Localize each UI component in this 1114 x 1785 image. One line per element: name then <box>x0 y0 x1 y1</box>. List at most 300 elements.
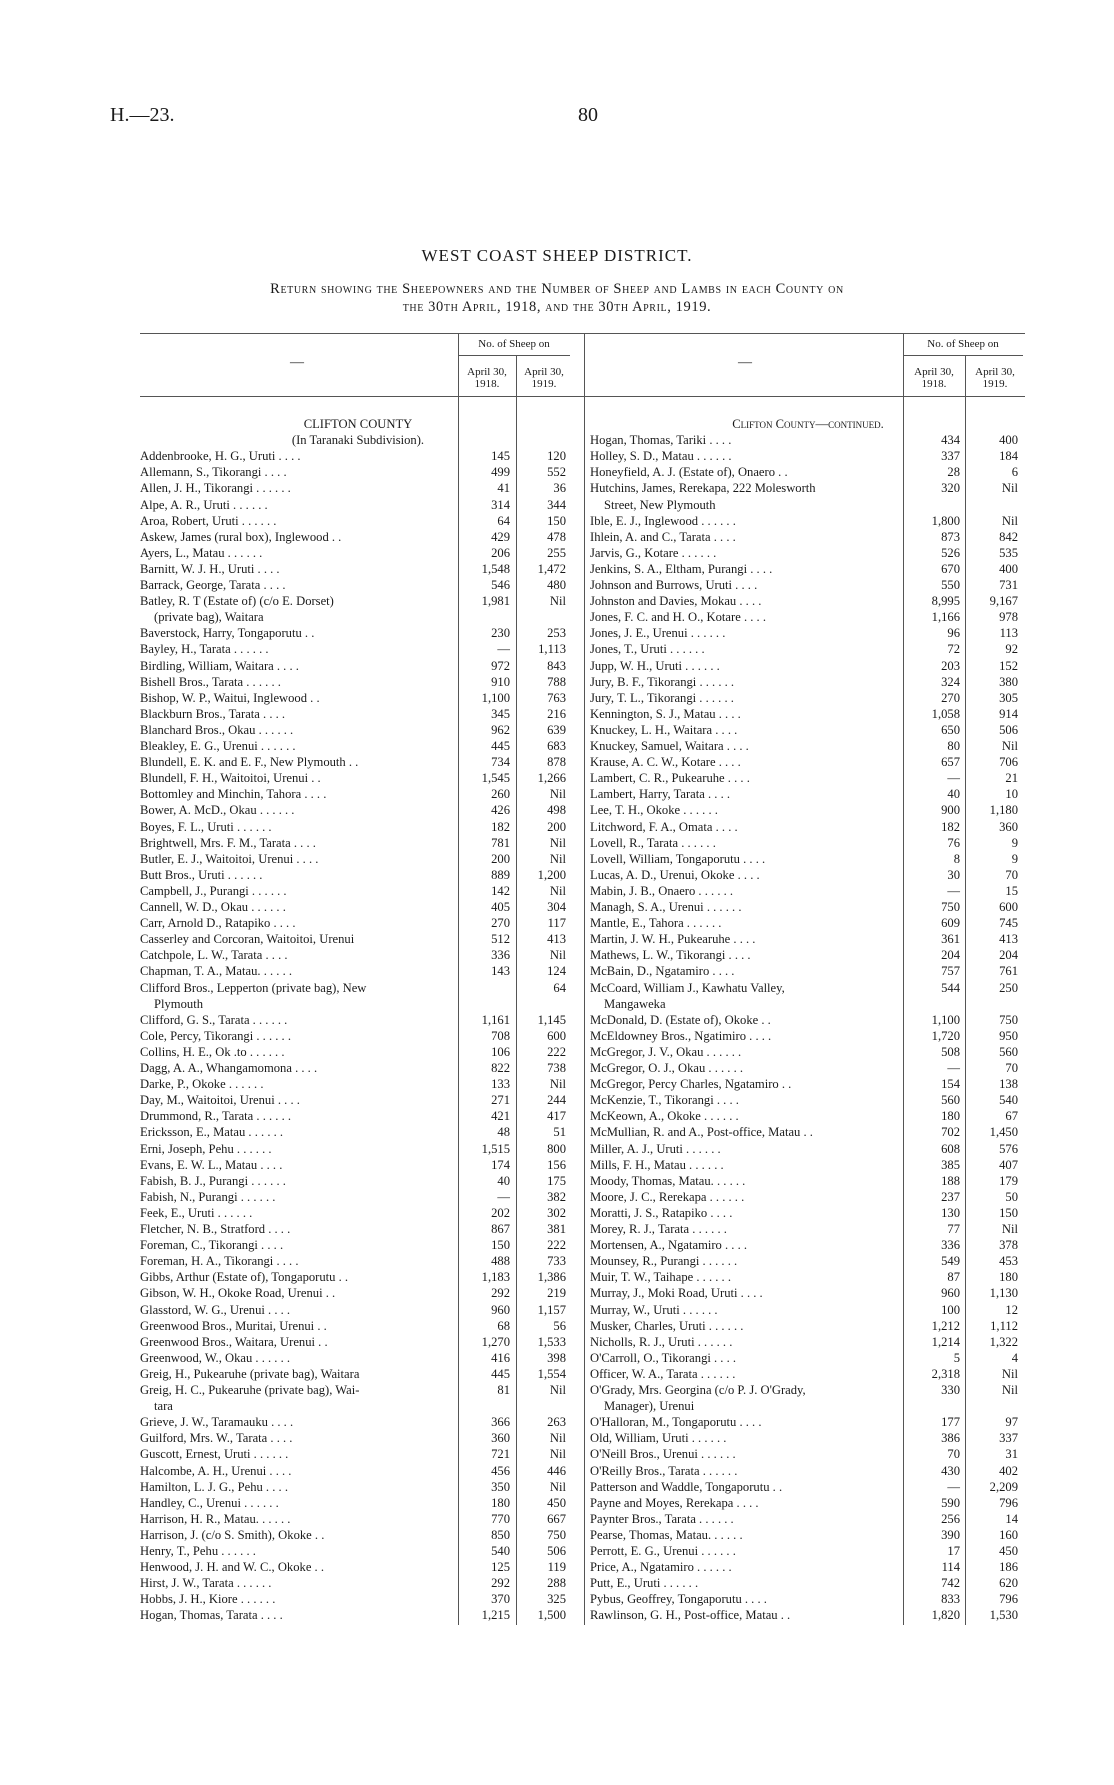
owner-name: McCoard, William J., Kawhatu Valley, <box>590 980 785 995</box>
table-row <box>140 1285 576 1301</box>
sheep-count-1918: 204 <box>941 948 960 963</box>
owner-name: Lambert, C. R., Pukearuhe . . . . <box>590 771 750 786</box>
sheep-count-1918: 77 <box>947 1222 960 1236</box>
sheep-count-1919: 344 <box>547 497 566 512</box>
table-row <box>590 1108 1026 1124</box>
table-row <box>140 1108 576 1124</box>
owner-name: O'Grady, Mrs. Georgina (c/o P. J. O'Grady, <box>590 1383 806 1397</box>
owner-name: Foreman, H. A., Tikorangi . . . . <box>140 1254 299 1269</box>
owner-name: (private bag), Waitara <box>154 610 264 625</box>
table-row <box>590 658 1026 674</box>
table-row <box>140 1189 576 1205</box>
table-row <box>590 738 1026 754</box>
owner-name: Greig, H., Pukearuhe (private bag), Waitara <box>140 1366 360 1381</box>
owner-name: Martin, J. W. H., Pukearuhe . . . . <box>590 932 756 947</box>
sheep-count-1919: 50 <box>1005 1189 1018 1204</box>
sheep-count-1918: 180 <box>941 1109 960 1124</box>
sheep-count-1918: 125 <box>491 1560 510 1575</box>
owner-name: Lucas, A. D., Urenui, Okoke . . . . <box>590 867 760 882</box>
table-row <box>140 497 576 513</box>
table-row <box>590 931 1026 947</box>
sheep-count-1919: 6 <box>1011 465 1018 480</box>
table-row <box>590 819 1026 835</box>
sheep-count-1918: 80 <box>947 739 960 753</box>
sheep-count-1919: 288 <box>547 1576 566 1591</box>
sheep-count-1918: 512 <box>491 932 510 947</box>
sheep-count-1918: 188 <box>941 1173 960 1188</box>
table-row <box>140 722 576 738</box>
owner-name: Henry, T., Pehu . . . . . . <box>140 1544 256 1558</box>
sheep-count-1919: 788 <box>547 674 566 689</box>
sheep-count-1919: 156 <box>547 1157 566 1172</box>
table-row <box>140 1028 576 1044</box>
owner-name: Guscott, Ernest, Uruti . . . . . . <box>140 1447 289 1462</box>
sheep-count-1918: 345 <box>491 706 510 721</box>
table-row <box>590 464 1026 480</box>
sheep-count-1919: 1,322 <box>989 1334 1018 1349</box>
sheep-count-1919: 150 <box>999 1205 1018 1220</box>
owner-name: Foreman, C., Tikorangi . . . . <box>140 1238 284 1253</box>
sheep-count-1918: — <box>497 1189 510 1204</box>
table-row <box>140 1076 576 1092</box>
sheep-count-1918: 174 <box>491 1157 510 1172</box>
sheep-count-1919: 413 <box>999 932 1018 947</box>
sheep-count-1919: 738 <box>547 1061 566 1075</box>
owner-name: Hutchins, James, Rerekapa, 222 Molesworth <box>590 481 816 496</box>
sheep-count-1919: 796 <box>999 1592 1018 1607</box>
table-row <box>140 641 576 657</box>
table-row <box>590 1221 1026 1237</box>
owner-name: Carr, Arnold D., Ratapiko . . . . <box>140 916 296 931</box>
sheep-count-1918: 508 <box>941 1044 960 1059</box>
sheep-count-1918: 337 <box>941 449 960 464</box>
sheep-count-1918: 416 <box>491 1350 510 1365</box>
table-row <box>140 1157 576 1173</box>
owner-name: Managh, S. A., Urenui . . . . . . <box>590 900 742 914</box>
owner-name: Jones, J. E., Urenui . . . . . . <box>590 626 726 641</box>
owner-name: Bishell Bros., Tarata . . . . . . <box>140 674 281 689</box>
table-row <box>140 448 576 464</box>
owner-name: Hogan, Thomas, Tarata . . . . <box>140 1608 283 1623</box>
sheep-count-1919: 250 <box>999 980 1018 995</box>
sheep-count-1918: 434 <box>941 433 960 448</box>
table-row <box>140 1334 576 1350</box>
table-top-rule <box>140 333 1025 334</box>
sheep-count-1919: Nil <box>1001 481 1018 496</box>
table-row <box>590 1607 1026 1623</box>
sheep-count-1919: 337 <box>999 1431 1018 1446</box>
right-name-header: — <box>738 355 752 370</box>
table-row <box>590 448 1026 464</box>
sheep-count-1919: Nil <box>1001 1383 1018 1397</box>
table-row <box>140 883 576 899</box>
sheep-count-1918: 76 <box>947 835 960 850</box>
sheep-count-1918: 867 <box>491 1222 510 1236</box>
owner-name: Mounsey, R., Purangi . . . . . . <box>590 1254 738 1269</box>
sheep-count-1919: Nil <box>549 787 566 802</box>
sheep-count-1918: 130 <box>941 1205 960 1220</box>
entry-continuation <box>140 1398 576 1414</box>
owner-name: Lovell, William, Tongaporutu . . . . <box>590 851 766 866</box>
table-row <box>590 1463 1026 1479</box>
sheep-count-1918: 650 <box>941 722 960 737</box>
sheep-count-1918: 770 <box>491 1511 510 1526</box>
owner-name: Fabish, B. J., Purangi . . . . . . <box>140 1173 286 1188</box>
owner-name: Brightwell, Mrs. F. M., Tarata . . . . <box>140 835 316 850</box>
table-row <box>140 899 576 915</box>
sheep-count-1919: 914 <box>999 706 1018 721</box>
table-row <box>140 851 576 867</box>
table-row <box>140 1495 576 1511</box>
sheep-count-1919: 506 <box>999 722 1018 737</box>
owner-name: Collins, H. E., Ok .to . . . . . . <box>140 1044 285 1059</box>
table-row <box>590 561 1026 577</box>
owner-name: Butt Bros., Uruti . . . . . . <box>140 867 263 882</box>
table-row <box>590 1060 1026 1076</box>
table-row <box>590 1285 1026 1301</box>
sheep-count-1918: 237 <box>941 1189 960 1204</box>
owner-name: McDonald, D. (Estate of), Okoke . . <box>590 1012 771 1027</box>
owner-name: Aroa, Robert, Uruti . . . . . . <box>140 513 277 528</box>
owner-name: Bower, A. McD., Okau . . . . . . <box>140 803 295 818</box>
sheep-count-1919: 222 <box>547 1238 566 1253</box>
table-row <box>590 722 1026 738</box>
sheep-count-1918: 900 <box>941 803 960 818</box>
table-row <box>590 835 1026 851</box>
table-row <box>590 1189 1026 1205</box>
sheep-count-1918: 426 <box>491 803 510 818</box>
owner-name: Moore, J. C., Rerekapa . . . . . . <box>590 1189 745 1204</box>
sheep-count-1919: 1,157 <box>537 1302 566 1317</box>
sheep-count-1918: 40 <box>947 787 960 802</box>
table-row <box>590 1575 1026 1591</box>
sheep-count-1919: 70 <box>1005 1061 1018 1075</box>
sheep-count-1918: 314 <box>491 497 510 512</box>
sheep-count-1918: 1,981 <box>481 594 510 609</box>
table-row <box>140 819 576 835</box>
subtitle-line-1: Return showing the Sheepowners and the Number of Sheep and Lambs in each County on <box>270 281 844 297</box>
sheep-count-1919: 1,533 <box>537 1334 566 1349</box>
left-group-header: No. of Sheep on <box>478 338 550 350</box>
right-col1-header: April 30, 1918. <box>914 366 954 390</box>
sheep-count-1919: 21 <box>1005 771 1018 786</box>
owner-name: Holley, S. D., Matau . . . . . . <box>590 449 732 464</box>
table-row <box>140 1269 576 1285</box>
sheep-count-1919: Nil <box>549 1479 566 1494</box>
table-row <box>590 432 1026 448</box>
owner-name: Gibson, W. H., Okoke Road, Urenui . . <box>140 1286 336 1301</box>
sheep-count-1919: 304 <box>547 900 566 914</box>
sheep-count-1918: 143 <box>491 964 510 979</box>
table-row <box>140 1575 576 1591</box>
sheep-count-1919: 842 <box>999 529 1018 544</box>
sheep-count-1918: — <box>947 883 960 898</box>
table-row <box>590 1479 1026 1495</box>
sheep-count-1918: 889 <box>491 867 510 882</box>
sheep-count-1919: 12 <box>1005 1302 1018 1317</box>
sheep-count-1918: 28 <box>947 465 960 480</box>
table-row <box>590 641 1026 657</box>
left-group-rule <box>458 355 570 356</box>
owner-name: Jury, T. L., Tikorangi . . . . . . <box>590 690 734 705</box>
sheep-count-1918: 742 <box>941 1576 960 1591</box>
table-row <box>590 690 1026 706</box>
sheep-count-1918: 154 <box>941 1077 960 1092</box>
table-header-rule <box>140 396 1025 397</box>
entry-continuation <box>140 609 576 625</box>
entry-continuation <box>140 996 576 1012</box>
table-row <box>590 674 1026 690</box>
owner-name: Moody, Thomas, Matau. . . . . . <box>590 1173 746 1188</box>
owner-name: Campbell, J., Purangi . . . . . . <box>140 883 287 898</box>
owner-name: Fletcher, N. B., Stratford . . . . <box>140 1222 291 1236</box>
owner-name: Day, M., Waitoitoi, Urenui . . . . <box>140 1093 300 1108</box>
table-row <box>590 1527 1026 1543</box>
section-heading <box>140 432 576 448</box>
owner-name: Clifford Bros., Lepperton (private bag), New <box>140 980 367 995</box>
table-row <box>140 1302 576 1318</box>
table-row <box>590 625 1026 641</box>
table-row <box>590 802 1026 818</box>
owner-name: Mortensen, A., Ngatamiro . . . . <box>590 1238 748 1253</box>
sheep-count-1919: 446 <box>547 1463 566 1478</box>
sheep-count-1918: — <box>947 1479 960 1494</box>
table-row <box>140 980 576 996</box>
sheep-count-1918: 430 <box>941 1463 960 1478</box>
table-row <box>590 851 1026 867</box>
sheep-count-1918: 445 <box>491 1366 510 1381</box>
sheep-count-1918: 292 <box>491 1576 510 1591</box>
table-row <box>140 1205 576 1221</box>
table-row <box>140 529 576 545</box>
owner-name: Addenbrooke, H. G., Uruti . . . . <box>140 449 301 464</box>
sheep-count-1919: 878 <box>547 755 566 770</box>
table-row <box>590 706 1026 722</box>
owner-name: Officer, W. A., Tarata . . . . . . <box>590 1366 736 1381</box>
sheep-count-1919: 216 <box>547 706 566 721</box>
table-row <box>140 577 576 593</box>
sheep-count-1919: 402 <box>999 1463 1018 1478</box>
sheep-count-1918: 350 <box>491 1479 510 1494</box>
sheep-count-1918: 1,166 <box>931 610 960 625</box>
sheep-count-1918: 833 <box>941 1592 960 1607</box>
sheep-count-1919: 253 <box>547 626 566 641</box>
table-row <box>590 899 1026 915</box>
sheep-count-1919: 255 <box>547 545 566 560</box>
sheep-count-1919: Nil <box>1001 513 1018 528</box>
table-row <box>590 1269 1026 1285</box>
owner-name: Morey, R. J., Tarata . . . . . . <box>590 1222 727 1236</box>
section-heading <box>140 416 576 432</box>
owner-name: Baverstock, Harry, Tongaporutu . . <box>140 626 315 641</box>
left-name-header: — <box>290 355 304 370</box>
table-row <box>590 1382 1026 1398</box>
sheep-count-1918: 320 <box>941 481 960 496</box>
table-row <box>590 915 1026 931</box>
owner-name: Darke, P., Okoke . . . . . . <box>140 1077 264 1092</box>
sheep-count-1919: 222 <box>547 1044 566 1059</box>
sheep-count-1919: 478 <box>547 529 566 544</box>
owner-name: Rawlinson, G. H., Post-office, Matau . . <box>590 1608 791 1623</box>
sheep-count-1919: 325 <box>547 1592 566 1607</box>
owner-name: Paynter Bros., Tarata . . . . . . <box>590 1511 734 1526</box>
sheep-count-1918: 72 <box>947 642 960 657</box>
table-row <box>140 1559 576 1575</box>
sheep-count-1918: 757 <box>941 964 960 979</box>
sheep-count-1918: 87 <box>947 1270 960 1285</box>
owner-name: McGregor, O. J., Okau . . . . . . <box>590 1061 744 1075</box>
owner-name: Manager), Urenui <box>604 1399 695 1414</box>
table-row <box>590 1559 1026 1575</box>
right-col2-header: April 30, 1919. <box>975 366 1015 390</box>
sheep-count-1919: Nil <box>549 594 566 609</box>
owner-name: Mantle, E., Tahora . . . . . . <box>590 916 722 931</box>
table-row <box>140 1430 576 1446</box>
sheep-count-1919: 763 <box>547 690 566 705</box>
sheep-count-1918: 1,270 <box>481 1334 510 1349</box>
table-row <box>590 1318 1026 1334</box>
sheep-count-1919: 67 <box>1005 1109 1018 1124</box>
table-row <box>140 1543 576 1559</box>
owner-name: Pearse, Thomas, Matau. . . . . . <box>590 1527 743 1542</box>
sheep-count-1919: 498 <box>547 803 566 818</box>
sheep-count-1918: 96 <box>947 626 960 641</box>
owner-name: Hamilton, L. J. G., Pehu . . . . <box>140 1479 288 1494</box>
sheep-count-1918: 385 <box>941 1157 960 1172</box>
sheep-count-1919: 600 <box>999 900 1018 914</box>
table-row <box>140 706 576 722</box>
table-row <box>590 1028 1026 1044</box>
owner-name: Henwood, J. H. and W. C., Okoke . . <box>140 1560 324 1575</box>
sheep-count-1919: 800 <box>547 1141 566 1156</box>
sheep-count-1919: 450 <box>999 1544 1018 1558</box>
sheep-count-1919: 480 <box>547 578 566 592</box>
table-row <box>590 1350 1026 1366</box>
table-row <box>140 1463 576 1479</box>
county-heading: (In Taranaki Subdivision). <box>291 433 425 448</box>
owner-name: Allen, J. H., Tikorangi . . . . . . <box>140 481 291 496</box>
owner-name: Guilford, Mrs. W., Tarata . . . . <box>140 1431 293 1446</box>
sheep-count-1919: Nil <box>549 1077 566 1092</box>
table-row <box>590 1366 1026 1382</box>
sheep-count-1919: 9 <box>1011 851 1018 866</box>
owner-name: Jupp, W. H., Uruti . . . . . . <box>590 658 720 673</box>
owner-name: Mangaweka <box>604 996 666 1011</box>
owner-name: Murray, J., Moki Road, Uruti . . . . <box>590 1286 763 1301</box>
owner-name: Lee, T. H., Okoke . . . . . . <box>590 803 718 818</box>
sheep-count-1919: 380 <box>999 674 1018 689</box>
table-row <box>140 1479 576 1495</box>
owner-name: Greenwood Bros., Waitara, Urenui . . <box>140 1334 328 1349</box>
table-row <box>140 690 576 706</box>
sheep-count-1918: 526 <box>941 545 960 560</box>
sheep-count-1919: Nil <box>549 1447 566 1462</box>
sheep-count-1918: 386 <box>941 1431 960 1446</box>
sheep-count-1918: 390 <box>941 1527 960 1542</box>
owner-name: McMullian, R. and A., Post-office, Matau . . <box>590 1125 813 1140</box>
owner-name: McGregor, J. V., Okau . . . . . . <box>590 1044 742 1059</box>
sheep-count-1918: 203 <box>941 658 960 673</box>
table-row <box>140 738 576 754</box>
owner-name: Glasstord, W. G., Urenui . . . . <box>140 1302 291 1317</box>
sheep-count-1919: 15 <box>1005 883 1018 898</box>
table-row <box>590 1511 1026 1527</box>
sheep-count-1918: 70 <box>947 1447 960 1462</box>
owner-name: Batley, R. T (Estate of) (c/o E. Dorset) <box>140 594 334 609</box>
sheep-count-1919: 450 <box>547 1495 566 1510</box>
sheep-count-1919: Nil <box>549 948 566 963</box>
table-row <box>590 1591 1026 1607</box>
sheep-count-1919: 843 <box>547 658 566 673</box>
table-row <box>140 1237 576 1253</box>
sheep-count-1918: 260 <box>491 787 510 802</box>
sheep-count-1919: Nil <box>549 835 566 850</box>
owner-name: Catchpole, L. W., Tarata . . . . <box>140 948 288 963</box>
sheep-count-1918: 48 <box>497 1125 510 1140</box>
table-row <box>140 464 576 480</box>
sheep-count-1918: 206 <box>491 545 510 560</box>
table-row <box>140 1124 576 1140</box>
sheep-count-1919: 683 <box>547 739 566 753</box>
sheep-count-1919: 400 <box>999 433 1018 448</box>
subtitle-line-2: the 30th April, 1918, and the 30th April, 1919. <box>402 299 712 315</box>
table-row <box>590 754 1026 770</box>
sheep-count-1918: 177 <box>941 1415 960 1430</box>
left-col2-header: April 30, 1919. <box>524 366 564 390</box>
table-row <box>590 545 1026 561</box>
owner-name: Greenwood Bros., Muritai, Urenui . . <box>140 1318 327 1333</box>
sheep-count-1919: 160 <box>999 1527 1018 1542</box>
sheep-count-1919: 200 <box>547 819 566 834</box>
owner-name: O'Carroll, O., Tikorangi . . . . <box>590 1350 737 1365</box>
owner-name: Drummond, R., Tarata . . . . . . <box>140 1109 292 1124</box>
table-row <box>590 947 1026 963</box>
sheep-count-1918: 499 <box>491 465 510 480</box>
owner-name: Blundell, F. H., Waitoitoi, Urenui . . <box>140 771 321 786</box>
sheep-count-1918: — <box>947 771 960 786</box>
table-row <box>590 1076 1026 1092</box>
left-column <box>140 416 576 1626</box>
table-row <box>140 1318 576 1334</box>
sheep-count-1919: 733 <box>547 1254 566 1269</box>
sheep-count-1918: 960 <box>941 1286 960 1301</box>
sheep-count-1918: 1,800 <box>931 513 960 528</box>
sheep-count-1919: 731 <box>999 578 1018 592</box>
sheep-count-1918: 150 <box>491 1238 510 1253</box>
right-group-rule <box>903 355 1023 356</box>
owner-name: Grieve, J. W., Taramauku . . . . <box>140 1415 294 1430</box>
sheep-count-1919: 10 <box>1005 787 1018 802</box>
sheep-count-1918: 360 <box>491 1431 510 1446</box>
table-row <box>590 1173 1026 1189</box>
sheep-count-1919: 1,113 <box>538 642 566 657</box>
owner-name: McGregor, Percy Charles, Ngatamiro . . <box>590 1077 792 1092</box>
sheep-count-1919: 1,130 <box>989 1286 1018 1301</box>
table-row <box>590 1495 1026 1511</box>
sheep-count-1919: 745 <box>999 916 1018 931</box>
sheep-count-1919: 219 <box>547 1286 566 1301</box>
table-row <box>590 1334 1026 1350</box>
table-row <box>590 867 1026 883</box>
center-divider <box>584 333 585 1625</box>
sheep-count-1918: 608 <box>941 1141 960 1156</box>
sheep-count-1918: 106 <box>491 1044 510 1059</box>
sheep-count-1919: 179 <box>999 1173 1018 1188</box>
sheep-count-1918: 960 <box>491 1302 510 1317</box>
sheep-count-1919: 14 <box>1005 1511 1018 1526</box>
table-row <box>590 1205 1026 1221</box>
sheep-count-1919: 381 <box>547 1222 566 1236</box>
